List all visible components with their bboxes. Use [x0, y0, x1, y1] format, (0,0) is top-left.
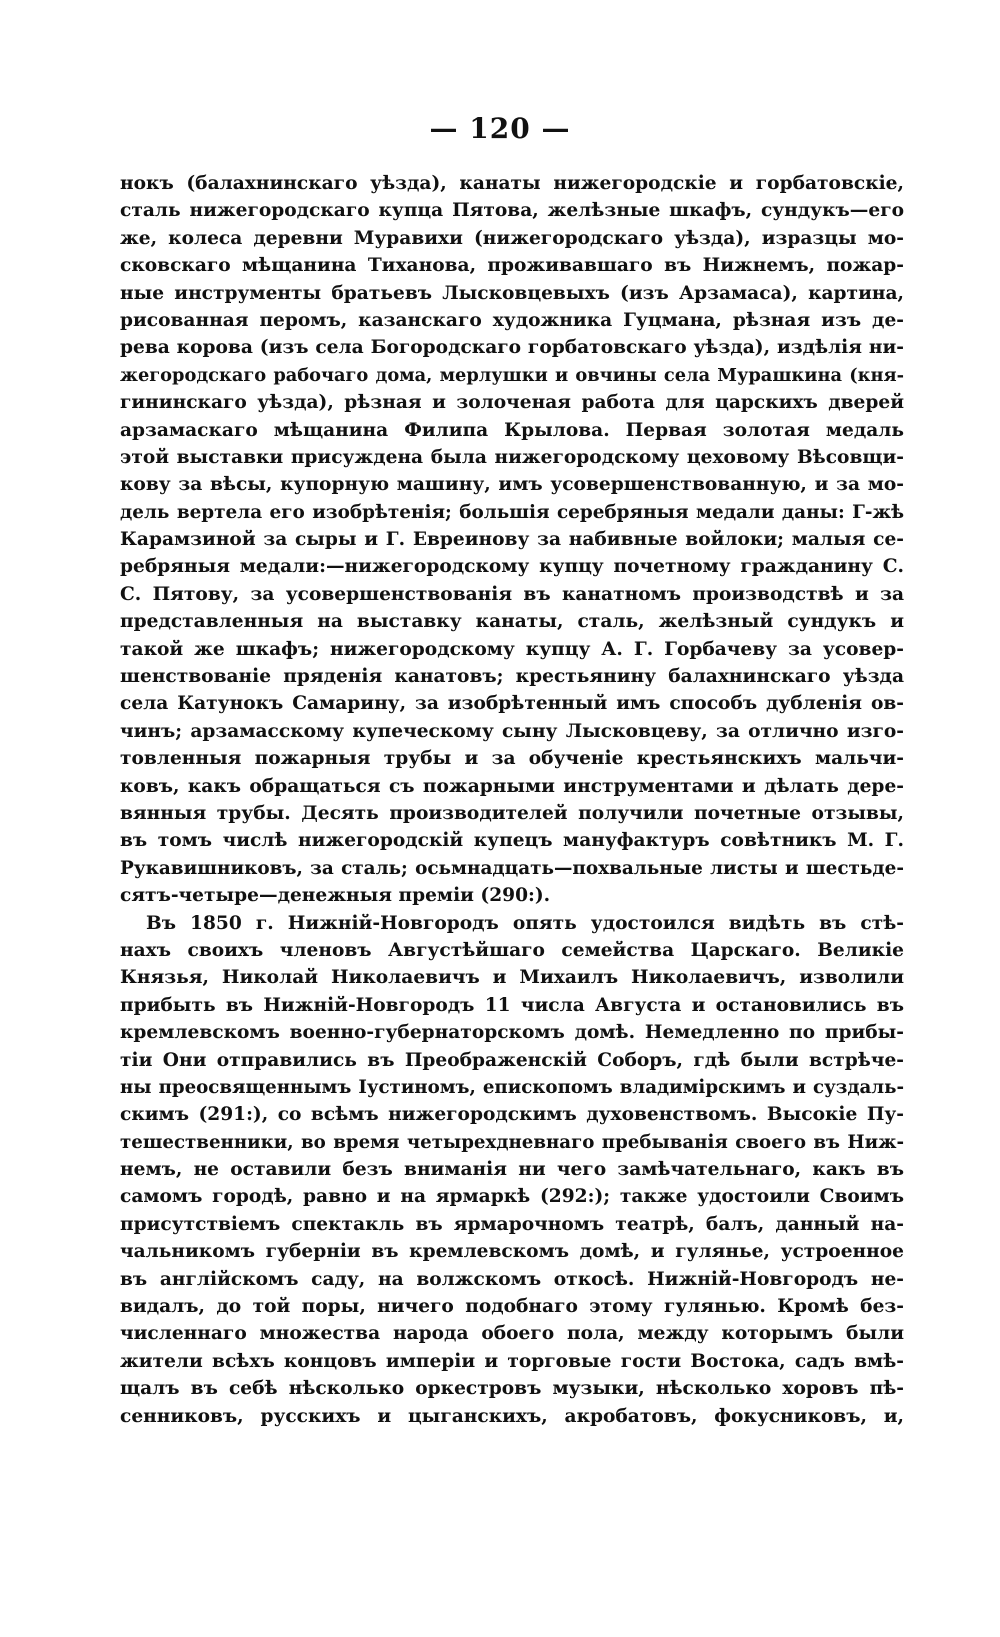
- text-line: села Катунокъ Самарину, за изобрѣтенный имъ способъ дубленія ов-: [120, 693, 904, 715]
- text-line: тіи Они отправились въ Преображенскій Соборъ, гдѣ были встрѣче-: [120, 1049, 904, 1071]
- text-line: шенствованіе пряденія канатовъ; крестьянину балахнинскаго уѣзда: [120, 666, 904, 688]
- text-line: прибыть въ Нижній-Новгородъ 11 числа Августа и остановились въ: [120, 994, 904, 1016]
- text-line: немъ, не оставили безъ вниманія ни чего замѣчательнаго, какъ въ: [120, 1159, 904, 1181]
- text-line: сковскаго мѣщанина Тиханова, проживавшаго въ Нижнемъ, пожар-: [120, 255, 904, 277]
- text-line: чинъ; арзамасскому купеческому сыну Лысковцеву, за отлично изго-: [120, 720, 904, 742]
- text-line: самомъ городѣ, равно и на ярмаркѣ (292:); также удостоили Своимъ: [120, 1186, 904, 1208]
- text-line: ные инструменты братьевъ Лысковцевыхъ (изъ Арзамаса), картина,: [120, 282, 904, 304]
- text-line: же, колеса деревни Муравихи (нижегородскаго уѣзда), изразцы мо-: [120, 227, 904, 249]
- text-line: кову за вѣсы, купорную машину, имъ усовершенствованную, и за мо-: [120, 474, 904, 496]
- text-line: въ англійскомъ саду, на волжскомъ откосѣ. Нижній-Новгородъ не-: [120, 1268, 904, 1290]
- text-line: щалъ въ себѣ нѣсколько оркестровъ музыки, нѣсколько хоровъ пѣ-: [120, 1378, 904, 1400]
- text-line: ковъ, какъ обращаться съ пожарными инструментами и дѣлать дере-: [120, 775, 904, 797]
- text-line: Карамзиной за сыры и Г. Евреинову за набивные войлоки; малыя се-: [120, 529, 904, 551]
- text-line: этой выставки присуждена была нижегородскому цеховому Вѣсовщи-: [120, 446, 904, 468]
- text-line: гининскаго уѣзда), рѣзная и золоченая работа для царскихъ дверей: [120, 392, 904, 414]
- text-line: численнаго множества народа обоего пола, между которымъ были: [120, 1323, 904, 1345]
- text-line: чальникомъ губерніи въ кремлевскомъ домѣ, и гулянье, устроенное: [120, 1241, 904, 1263]
- text-line: дель вертела его изобрѣтенія; большія серебряныя медали даны: Г-жѣ: [120, 501, 904, 523]
- text-line: представленныя на выставку канаты, сталь, желѣзный сундукъ и: [120, 611, 904, 633]
- text-line: сталь нижегородскаго купца Пятова, желѣзные шкафъ, сундукъ—его: [120, 200, 904, 222]
- text-line: рисованная перомъ, казанскаго художника Гуцмана, рѣзная изъ де-: [120, 309, 904, 331]
- text-line: жегородскаго рабочаго дома, мерлушки и овчины села Мурашкина (кня-: [120, 364, 904, 386]
- text-line: такой же шкафъ; нижегородскому купцу А. Г. Горбачеву за усовер-: [120, 638, 904, 660]
- text-line: нахъ своихъ членовъ Августѣйшаго семейства Царскаго. Великіе: [120, 939, 904, 961]
- text-line: ны преосвященнымъ Іустиномъ, епископомъ владимірскимъ и суздаль-: [120, 1076, 904, 1098]
- text-line: вянныя трубы. Десять производителей получили почетные отзывы,: [120, 802, 904, 824]
- paragraph-start-line: Въ 1850 г. Нижній-Новгородъ опять удостоился видѣть въ стѣ-: [146, 912, 904, 934]
- page-number: — 120 —: [429, 112, 571, 145]
- text-line: кремлевскомъ военно-губернаторскомъ домѣ. Немедленно по прибы-: [120, 1022, 904, 1044]
- text-line: въ томъ числѣ нижегородскій купецъ мануфактуръ совѣтникъ М. Г.: [120, 830, 904, 852]
- text-line: нокъ (балахнинскаго уѣзда), канаты нижегородскіе и горбатовскіе,: [120, 173, 904, 194]
- text-line: видалъ, до той поры, ничего подобнаго этому гулянью. Кромѣ без-: [120, 1296, 904, 1318]
- text-line: присутствіемъ спектакль въ ярмарочномъ театрѣ, балъ, данный на-: [120, 1213, 904, 1235]
- text-line: арзамаскаго мѣщанина Филипа Крылова. Первая золотая медаль: [120, 419, 904, 441]
- text-line: сенниковъ, русскихъ и цыганскихъ, акробатовъ, фокусниковъ, и,: [120, 1405, 904, 1427]
- paragraph-end-line: сятъ-четыре—денежныя преміи (290:).: [120, 885, 551, 907]
- body-text: [120, 170, 904, 1430]
- text-line: жители всѣхъ концовъ имперіи и торговые гости Востока, садъ вмѣ-: [120, 1350, 904, 1372]
- text-line: товленныя пожарныя трубы и за обученіе крестьянскихъ мальчи-: [120, 748, 904, 770]
- text-line: Рукавишниковъ, за сталь; осьмнадцать—похвальные листы и шестьде-: [120, 857, 904, 879]
- text-line: рева корова (изъ села Богородскаго горбатовскаго уѣзда), издѣлія ни-: [120, 337, 904, 359]
- text-line: тешественники, во время четырехдневнаго пребыванія своего въ Ниж-: [120, 1131, 904, 1153]
- text-line: скимъ (291:), со всѣмъ нижегородскимъ духовенствомъ. Высокіе Пу-: [120, 1104, 904, 1126]
- text-line: С. Пятову, за усовершенствованія въ канатномъ производствѣ и за: [120, 583, 904, 605]
- text-line: ребряныя медали:—нижегородскому купцу почетному гражданину С.: [120, 556, 904, 578]
- text-line: Князья, Николай Николаевичъ и Михаилъ Николаевичъ, изволили: [120, 967, 904, 989]
